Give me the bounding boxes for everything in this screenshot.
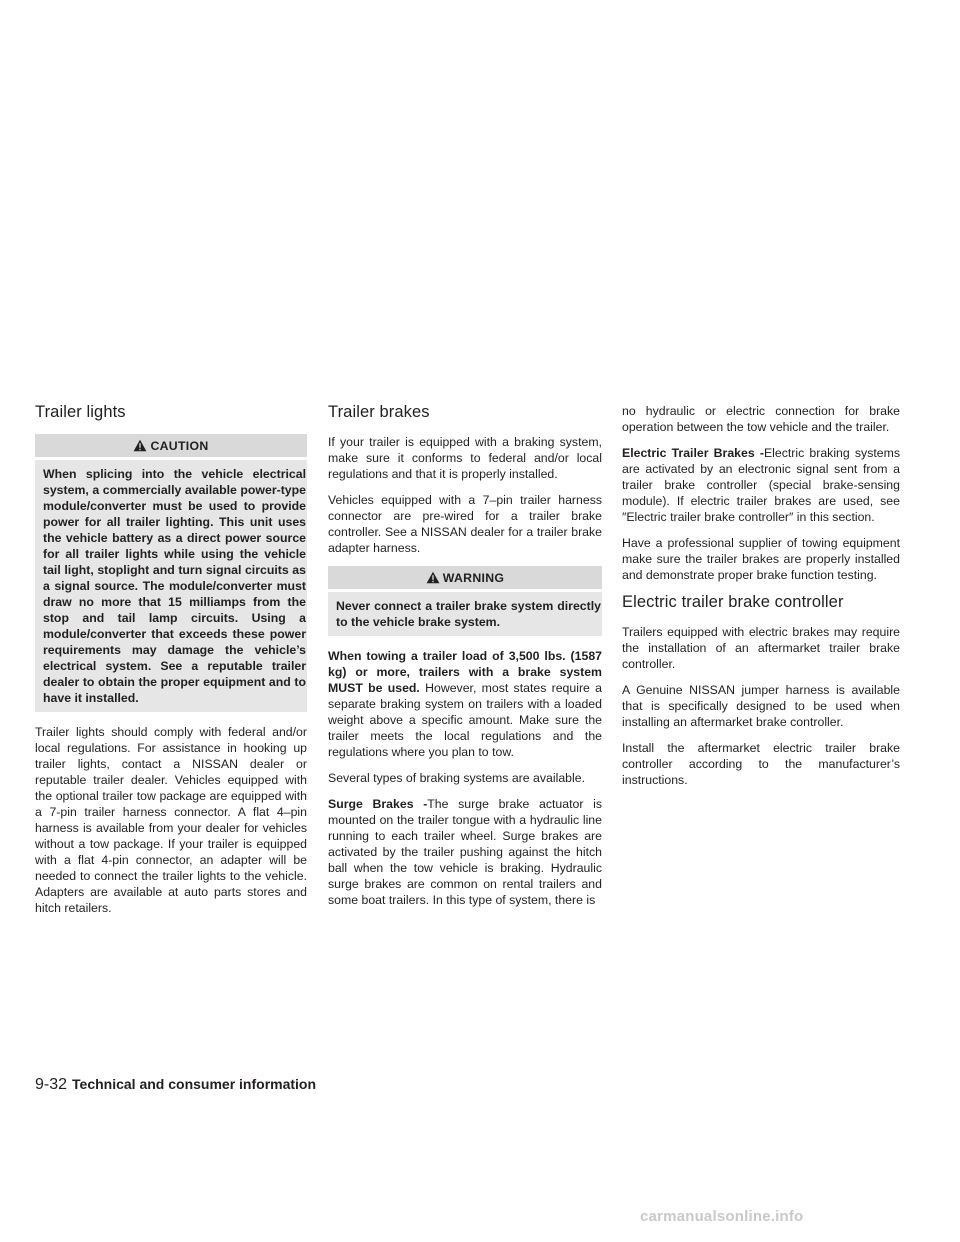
caution-header (35, 434, 307, 457)
watermark: carmanualsonline.info (640, 1208, 804, 1225)
trailer-brakes-p5-continued: no hydraulic or electric connection for brake operation between the tow vehicle and the trailer. (622, 404, 900, 434)
caution-box (35, 434, 307, 712)
surge-brakes-label: Surge Brakes - (328, 797, 428, 811)
column-controller (622, 403, 900, 798)
column-trailer-brakes (328, 403, 602, 918)
heading-trailer-brakes: Trailer brakes (328, 403, 430, 421)
caution-text-content: When splicing into the vehicle electrical system, a commercially available power-type module/converter must be used to provide power for all trailer lighting. This unit uses the vehicle battery as a direct power source for all trailer lights while using the vehicle tail light, stoplight and turn signal circuits as a signal source. The module/converter must draw no more that 15 milliamps from the stop and tail lamp circuits. Using a module/converter that exceeds these power requirements may damage the vehicle’s electrical system. See a reputable trailer dealer to obtain the proper equipment and to have it installed. (43, 467, 306, 705)
section-title: Technical and consumer information (72, 1076, 317, 1092)
trailer-brakes-p3-rest: However, most states require a separate braking system on trailers with a loaded weight above a specific amount. Make sure the trailer meets the local regulations and the regulations where you plan to tow. (328, 681, 602, 759)
trailer-brakes-p4: Several types of braking systems are available. (328, 771, 585, 785)
trailer-lights-body: Trailer lights should comply with federal and/or local regulations. For assistance in hooking up trailer lights, contact a NISSAN dealer or reputable trailer dealer. Vehicles equipped with the optional trailer tow package are equipped with a 7-pin trailer harness connector. A flat 4–pin harness is available from your dealer for vehicles without a tow package. If your trailer is equipped with a flat 4-pin connector, an adapter will be needed to connect the trailer lights to the vehicle. Adapters are available at auto parts stores and hitch retailers. (35, 725, 307, 915)
heading-trailer-lights: Trailer lights (35, 403, 126, 421)
surge-brakes-text: The surge brake actuator is mounted on the trailer tongue with a hydraulic line running to each trailer wheel. Surge brakes are activated by the trailer pushing against the hitch ball when the tow vehicle is braking. Hydraulic surge brakes are common on rental trailers and some boat trailers. In this type of system, there is (328, 797, 602, 907)
trailer-brakes-p6 (622, 445, 900, 525)
electric-brakes-text: Electric braking systems are activated by an electronic signal sent from a trailer brake controller (special brake-sensing module). If electric trailer brakes are used, see ″Electric trailer brake controller″ in this section. (622, 446, 900, 524)
page-footer (35, 1076, 316, 1094)
trailer-brakes-p1: If your trailer is equipped with a braking system, make sure it conforms to federal and/or local regulations and that it is properly installed. (328, 435, 602, 481)
trailer-brakes-p3 (328, 648, 602, 760)
warning-text-content: Never connect a trailer brake system directly to the vehicle brake system. (336, 599, 601, 629)
controller-p3: Install the aftermarket electric trailer brake controller according to the manufacturer’s instructions. (622, 741, 900, 787)
electric-brakes-label: Electric Trailer Brakes - (622, 446, 764, 460)
warning-box (328, 566, 602, 636)
trailer-brakes-p2: Vehicles equipped with a 7–pin trailer harness connector are pre-wired for a trailer brake controller. See a NISSAN dealer for a trailer brake adapter harness. (328, 493, 602, 555)
caution-text (35, 460, 307, 712)
page-number: 9-32 (35, 1076, 68, 1093)
warning-triangle-icon (426, 571, 440, 584)
column-trailer-lights (35, 403, 307, 926)
warning-triangle-icon (133, 439, 147, 452)
heading-controller: Electric trailer brake controller (622, 593, 844, 611)
trailer-brakes-p5 (328, 796, 602, 908)
trailer-brakes-p7: Have a professional supplier of towing equipment make sure the trailer brakes are properly installed and demonstrate proper brake function testing. (622, 536, 900, 582)
warning-text (328, 592, 602, 636)
warning-header (328, 566, 602, 589)
warning-label: WARNING (442, 570, 505, 585)
controller-p1: Trailers equipped with electric brakes may require the installation of an aftermarket trailer brake controller. (622, 625, 900, 671)
controller-p2: A Genuine NISSAN jumper harness is available that is specifically designed to be used when installing an aftermarket brake controller. (622, 683, 900, 729)
trailer-brakes-p3-bold: When towing a trailer load of 3,500 lbs. (1587 kg) or more, trailers with a brake system MUST be used. (328, 649, 602, 695)
caution-label: CAUTION (150, 438, 209, 453)
